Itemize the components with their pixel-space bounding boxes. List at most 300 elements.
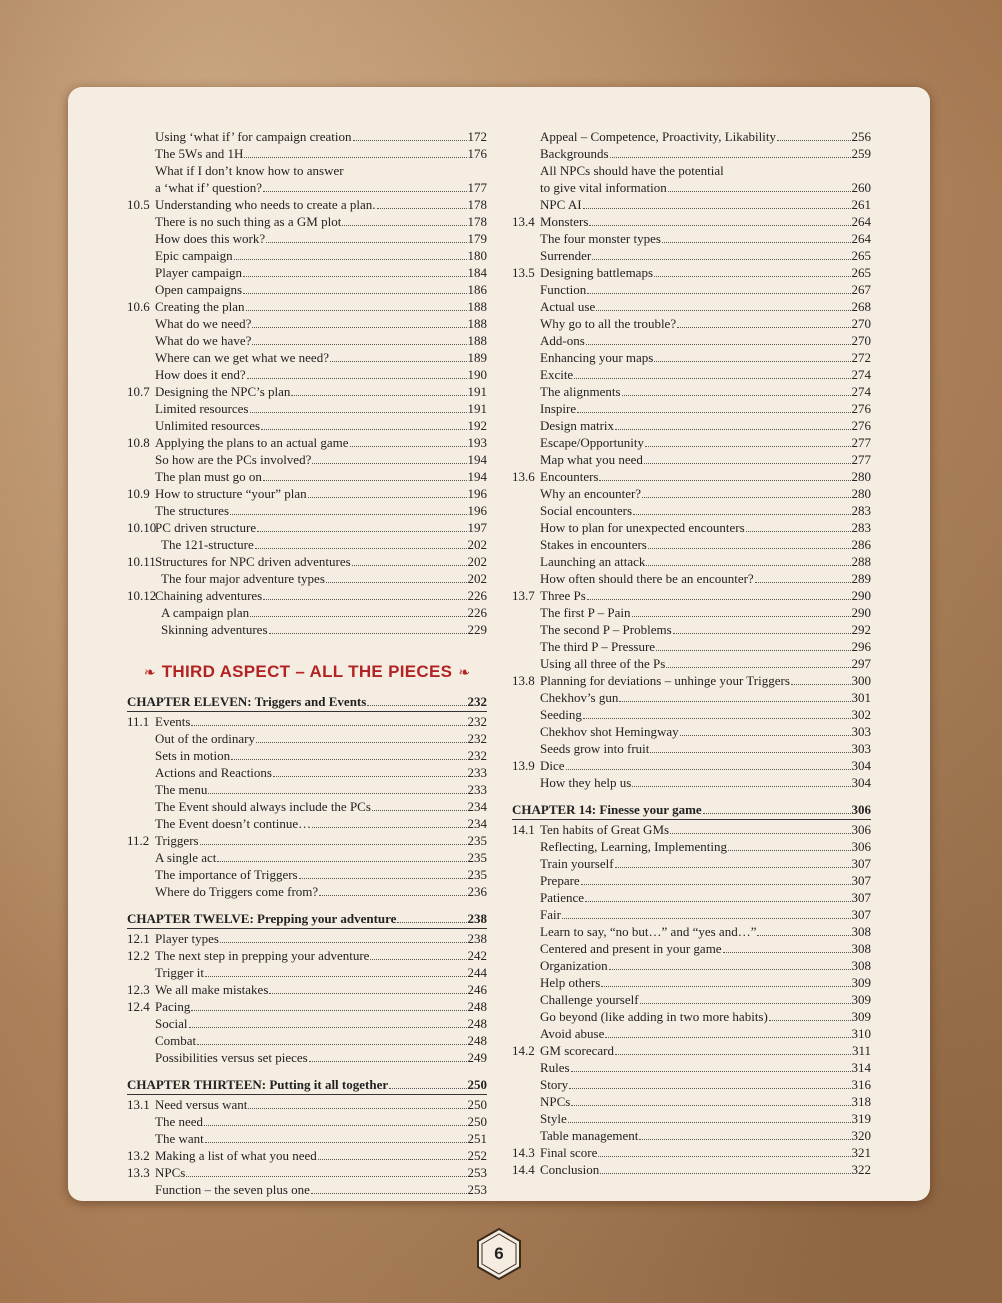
dot-leader [273,765,467,777]
toc-subsection-entry[interactable] [512,1093,871,1110]
dot-leader [577,401,850,413]
toc-subsection-entry[interactable] [127,1015,487,1032]
entry-title: There is no such thing as a GM plot [155,214,342,229]
toc-subsection-entry[interactable] [127,764,487,781]
page-ref: 272 [851,350,871,365]
toc-section-entry[interactable] [512,672,871,689]
page-ref: 244 [467,965,487,980]
dot-leader [583,197,851,209]
dot-leader [668,180,851,192]
entry-title: How often should there be an encounter? [540,571,754,586]
page-ref: 252 [467,1148,487,1163]
toc-chapter-heading[interactable] [127,1076,487,1095]
toc-subsection-entry[interactable] [127,264,487,281]
toc-subsection-entry[interactable] [512,1025,871,1042]
entry-title: Designing the NPC’s plan [155,384,291,399]
toc-subsection-entry[interactable] [127,1130,487,1147]
dot-leader [646,554,850,566]
page-ref: 190 [467,367,487,382]
toc-subsection-entry[interactable] [127,536,487,553]
dot-leader [231,748,466,760]
toc-chapter-heading[interactable] [512,801,871,820]
toc-subsection-entry[interactable] [512,230,871,247]
toc-subsection-entry[interactable] [512,400,871,417]
entry-title: Appeal – Competence, Proactivity, Likability [540,129,776,144]
toc-section-entry[interactable] [127,587,487,604]
toc-subsection-entry[interactable] [512,991,871,1008]
page-ref: 229 [467,622,487,637]
dot-leader [599,469,850,481]
toc-subsection-entry[interactable] [127,468,487,485]
entry-title: Reflecting, Learning, Implementing [540,839,727,854]
toc-subsection-entry[interactable] [512,128,871,145]
section-number: 10.5 [127,197,150,212]
dot-leader [220,931,467,943]
dot-leader [353,129,467,141]
dot-leader [585,890,850,902]
page-ref: 186 [467,282,487,297]
section-number: 11.2 [127,833,150,848]
page-ref: 238 [467,931,487,946]
page-ref: 277 [851,435,871,450]
toc-subsection-entry[interactable] [512,1059,871,1076]
toc-subsection-entry[interactable] [512,906,871,923]
entry-title: Player types [155,931,219,946]
toc-subsection-entry[interactable] [512,519,871,536]
entry-title: Launching an attack [540,554,646,569]
toc-subsection-entry[interactable] [127,747,487,764]
toc-subsection-entry[interactable] [512,502,871,519]
toc-subsection-entry[interactable] [512,706,871,723]
entry-title: Epic campaign [155,248,233,263]
section-number: 12.1 [127,931,150,946]
entry-title: Table management [540,1128,639,1143]
dot-leader [377,197,467,209]
toc-subsection-entry[interactable] [512,536,871,553]
toc-section-entry[interactable] [512,1042,871,1059]
dot-leader [197,1033,466,1045]
dot-leader [648,537,851,549]
toc-subsection-entry[interactable] [512,974,871,991]
page-ref: 288 [851,554,871,569]
page-ref: 267 [851,282,871,297]
toc-subsection-entry[interactable] [127,570,487,587]
toc-section-entry[interactable] [512,264,871,281]
page-ref: 304 [851,775,871,790]
entry-title: Possibilities versus set pieces [155,1050,308,1065]
entry-title: The Event doesn’t continue… [155,816,312,831]
toc-subsection-entry[interactable] [512,655,871,672]
dot-leader [583,707,851,719]
page-ref: 202 [467,537,487,552]
dot-leader [261,418,466,430]
toc-subsection-entry[interactable] [127,1113,487,1130]
entry-title: Player campaign [155,265,242,280]
toc-section-entry[interactable] [512,213,871,230]
dot-leader [319,884,466,896]
toc-subsection-entry[interactable] [512,1076,871,1093]
toc-subsection-entry[interactable] [512,366,871,383]
entry-title: A campaign plan [161,605,250,620]
toc-subsection-entry[interactable] [512,689,871,706]
toc-subsection-entry[interactable] [512,383,871,400]
toc-subsection-entry[interactable] [127,179,487,196]
toc-subsection-entry[interactable] [512,1127,871,1144]
entry-title: The need [155,1114,204,1129]
toc-section-entry[interactable] [127,930,487,947]
toc-subsection-entry[interactable] [127,964,487,981]
page-ref: 178 [467,197,487,212]
entry-title: CHAPTER TWELVE: Prepping your adventure [127,911,397,926]
dot-leader [205,1131,467,1143]
page-ref: 307 [851,907,871,922]
page-ref: 248 [467,999,487,1014]
entry-title: Dice [540,758,565,773]
dot-leader [642,486,850,498]
toc-section-entry[interactable] [127,947,487,964]
dot-leader [389,1077,466,1089]
entry-title: The importance of Triggers [155,867,298,882]
toc-subsection-entry[interactable] [127,621,487,638]
entry-title: Events [155,714,191,729]
page-ref: 274 [851,384,871,399]
toc-subsection-entry[interactable] [127,1032,487,1049]
toc-subsection-entry[interactable] [127,281,487,298]
section-number: 13.9 [512,758,535,773]
entry-title: Monsters [540,214,589,229]
page-ref: 301 [851,690,871,705]
dot-leader [204,1114,466,1126]
dot-leader [352,554,467,566]
entry-title: Making a list of what you need [155,1148,317,1163]
page-ref: 253 [467,1182,487,1197]
toc-section-entry[interactable] [127,1164,487,1181]
toc-subsection-entry[interactable] [512,1008,871,1025]
page-ref: 172 [467,129,487,144]
entry-title: How they help us [540,775,632,790]
toc-subsection-entry[interactable] [512,451,871,468]
section-number: 10.9 [127,486,150,501]
entry-title: The want [155,1131,204,1146]
toc-section-entry[interactable] [127,1096,487,1113]
toc-subsection-entry[interactable] [127,417,487,434]
toc-subsection-entry[interactable] [512,434,871,451]
toc-subsection-entry[interactable] [512,315,871,332]
page-ref: 194 [467,452,487,467]
toc-subsection-entry[interactable] [512,638,871,655]
toc-section-entry[interactable] [512,821,871,838]
toc-subsection-entry[interactable] [512,570,871,587]
entry-title: NPCs [155,1165,186,1180]
page-ref: 188 [467,316,487,331]
entry-title: Unlimited resources [155,418,261,433]
entry-title: Add-ons [540,333,585,348]
toc-subsection-entry[interactable] [512,349,871,366]
dot-leader [615,856,851,868]
toc-subsection-entry[interactable] [127,866,487,883]
entry-title: Social encounters [540,503,633,518]
dot-leader [673,622,851,634]
dot-leader [586,333,851,345]
page-ref: 238 [467,911,487,926]
entry-title: A single act [155,850,217,865]
toc-subsection-entry[interactable] [127,315,487,332]
page-ref: 307 [851,873,871,888]
entry-title: So how are the PCs involved? [155,452,312,467]
toc-section-entry[interactable] [512,757,871,774]
dot-leader [312,816,466,828]
toc-subsection-entry[interactable] [512,485,871,502]
toc-subsection-entry[interactable] [127,849,487,866]
toc-subsection-entry[interactable] [127,366,487,383]
toc-subsection-entry[interactable] [512,940,871,957]
page-ref: 184 [467,265,487,280]
dot-leader [615,418,850,430]
dot-leader [330,350,467,362]
toc-subsection-entry[interactable] [127,1181,487,1198]
toc-section-entry[interactable] [512,1144,871,1161]
entry-title: Enhancing your maps [540,350,654,365]
page-ref: 303 [851,741,871,756]
entry-title: Stakes in encounters [540,537,647,552]
toc-subsection-entry[interactable] [127,604,487,621]
toc-subsection-entry[interactable] [512,417,871,434]
page-ref: 304 [851,758,871,773]
entry-title: Train yourself [540,856,614,871]
entry-title: Chekhov shot Hemingway [540,724,679,739]
toc-subsection-entry[interactable] [512,604,871,621]
toc-subsection-entry[interactable] [127,815,487,832]
entry-title: The Event should always include the PCs [155,799,371,814]
toc-chapter-heading[interactable] [127,693,487,712]
dot-leader [677,316,850,328]
dot-leader [587,282,850,294]
toc-section-entry[interactable] [127,485,487,502]
dot-leader [615,1043,851,1055]
dot-leader [569,1077,850,1089]
page-ref: 318 [851,1094,871,1109]
dot-leader [632,775,850,787]
toc-subsection-entry[interactable] [512,1110,871,1127]
entry-title: Creating the plan [155,299,245,314]
entry-title: Why go to all the trouble? [540,316,677,331]
toc-subsection-entry[interactable] [127,730,487,747]
page-ref: 191 [467,384,487,399]
dot-leader [769,1009,851,1021]
toc-subsection-entry[interactable] [512,957,871,974]
dot-leader [200,833,467,845]
entry-title: The 121-structure [161,537,254,552]
toc-subsection-entry[interactable] [512,298,871,315]
toc-section-entry[interactable] [127,383,487,400]
toc-subsection-entry[interactable] [512,247,871,264]
toc-section-entry[interactable] [127,434,487,451]
toc-subsection-entry[interactable] [512,889,871,906]
section-number: 13.1 [127,1097,150,1112]
toc-subsection-entry[interactable] [127,883,487,900]
toc-subsection-entry[interactable] [127,781,487,798]
page-ref: 290 [851,605,871,620]
entry-title: Out of the ordinary [155,731,256,746]
entry-title: Encounters [540,469,599,484]
page-ref: 260 [851,180,871,195]
dot-leader [644,452,851,464]
section-number: 14.4 [512,1162,535,1177]
toc-section-entry[interactable] [127,196,487,213]
toc-section-entry[interactable] [127,298,487,315]
toc-subsection-entry[interactable] [512,872,871,889]
dot-leader [581,873,851,885]
dot-leader [263,469,467,481]
entry-title: PC driven structure [155,520,257,535]
section-number: 13.5 [512,265,535,280]
toc-subsection-entry[interactable] [512,553,871,570]
entry-title: The four monster types [540,231,661,246]
page-ref: 250 [467,1077,487,1092]
toc-section-entry[interactable] [127,832,487,849]
page-ref: 235 [467,833,487,848]
dot-leader [318,1148,467,1160]
section-number: 12.4 [127,999,150,1014]
section-number: 14.2 [512,1043,535,1058]
dot-leader [568,1111,851,1123]
dot-leader [312,452,466,464]
dot-leader [680,724,851,736]
dot-leader [566,758,851,770]
page-ref: 192 [467,418,487,433]
entry-title: Centered and present in your game [540,941,722,956]
entry-title: What do we have? [155,333,252,348]
toc-subsection-entry[interactable] [127,128,487,145]
toc-subsection-entry[interactable] [512,196,871,213]
page-ref: 292 [851,622,871,637]
dot-leader [725,164,870,175]
page-ref: 270 [851,333,871,348]
entry-title: The first P – Pain [540,605,631,620]
toc-section-entry[interactable] [512,587,871,604]
page-ref: 232 [467,748,487,763]
page-ref: 188 [467,299,487,314]
page-ref: 320 [851,1128,871,1143]
toc-subsection-entry[interactable] [127,451,487,468]
toc-subsection-entry[interactable] [127,230,487,247]
toc-subsection-entry[interactable] [512,179,871,196]
aspect-heading [127,655,487,689]
page-ref: 283 [851,503,871,518]
page-ref: 234 [467,799,487,814]
section-number: 14.1 [512,822,535,837]
entry-title: Function – the seven plus one [155,1182,310,1197]
toc-subsection-entry[interactable] [127,213,487,230]
toc-subsection-entry[interactable] [512,855,871,872]
page-ref: 274 [851,367,871,382]
dot-leader [247,367,467,379]
entry-title: The second P – Problems [540,622,672,637]
entry-title: What do we need? [155,316,252,331]
page-ref: 249 [467,1050,487,1065]
dot-leader [367,694,466,706]
toc-subsection-entry[interactable] [127,1049,487,1066]
page-ref: 306 [851,802,871,817]
toc-subsection-entry[interactable] [127,798,487,815]
toc-subsection-entry[interactable] [127,247,487,264]
entry-title: The four major adventure types [161,571,325,586]
dot-leader [263,180,467,192]
toc-subsection-entry[interactable] [512,281,871,298]
entry-title: What if I don’t know how to answer [155,163,344,178]
dot-leader [757,924,850,936]
toc-subsection-entry[interactable] [512,740,871,757]
toc-section-entry[interactable] [127,998,487,1015]
dot-leader [633,503,850,515]
toc-subsection-entry[interactable] [512,838,871,855]
aspect-title: THIRD ASPECT – ALL THE PIECES [161,662,453,681]
entry-title: a ‘what if’ question? [155,180,262,195]
page-ref: 276 [851,418,871,433]
entry-title: Where can we get what we need? [155,350,329,365]
entry-title: NPC AI [540,197,582,212]
toc-section-entry[interactable] [127,553,487,570]
toc-subsection-entry[interactable] [512,621,871,638]
dot-leader [562,907,851,919]
toc-subsection-entry[interactable] [512,145,871,162]
page-ref: 197 [467,520,487,535]
page-ref: 296 [851,639,871,654]
toc-subsection-entry[interactable] [512,723,871,740]
toc-right-column [512,128,871,1178]
entry-title: Skinning adventures [161,622,268,637]
toc-subsection-entry[interactable] [127,145,487,162]
entry-title: Surrender [540,248,592,263]
toc-subsection-entry[interactable] [512,332,871,349]
toc-subsection-entry[interactable] [127,502,487,519]
page-ref: 256 [851,129,871,144]
dot-leader [191,714,466,726]
dot-leader [244,146,466,158]
dot-leader [243,265,467,277]
toc-section-entry[interactable] [127,1147,487,1164]
entry-title: How to plan for unexpected encounters [540,520,745,535]
toc-section-entry[interactable] [127,519,487,536]
toc-section-entry[interactable] [512,468,871,485]
toc-section-entry[interactable] [127,713,487,730]
entry-title: All NPCs should have the potential [540,163,724,178]
toc-subsection-entry[interactable] [127,400,487,417]
entry-title: Three Ps [540,588,586,603]
section-number: 10.8 [127,435,150,450]
dot-leader [791,673,851,685]
dot-leader [309,1050,467,1062]
section-number: 10.11 [127,554,156,569]
toc-section-entry[interactable] [127,981,487,998]
toc-section-entry[interactable] [512,1161,871,1178]
page-ref: 232 [467,714,487,729]
toc-subsection-entry[interactable] [512,774,871,791]
page-ref: 310 [851,1026,871,1041]
page-ref: 179 [467,231,487,246]
page-ref: 276 [851,401,871,416]
entry-title: Avoid abuse [540,1026,605,1041]
toc-subsection-entry[interactable] [127,349,487,366]
toc-chapter-heading[interactable] [127,910,487,929]
toc-subsection-entry[interactable] [127,332,487,349]
dot-leader [189,1016,467,1028]
toc-subsection-entry[interactable] [512,923,871,940]
dot-leader [639,1128,850,1140]
entry-title: Challenge yourself [540,992,639,1007]
page-ref: 196 [467,503,487,518]
page-ref: 242 [467,948,487,963]
